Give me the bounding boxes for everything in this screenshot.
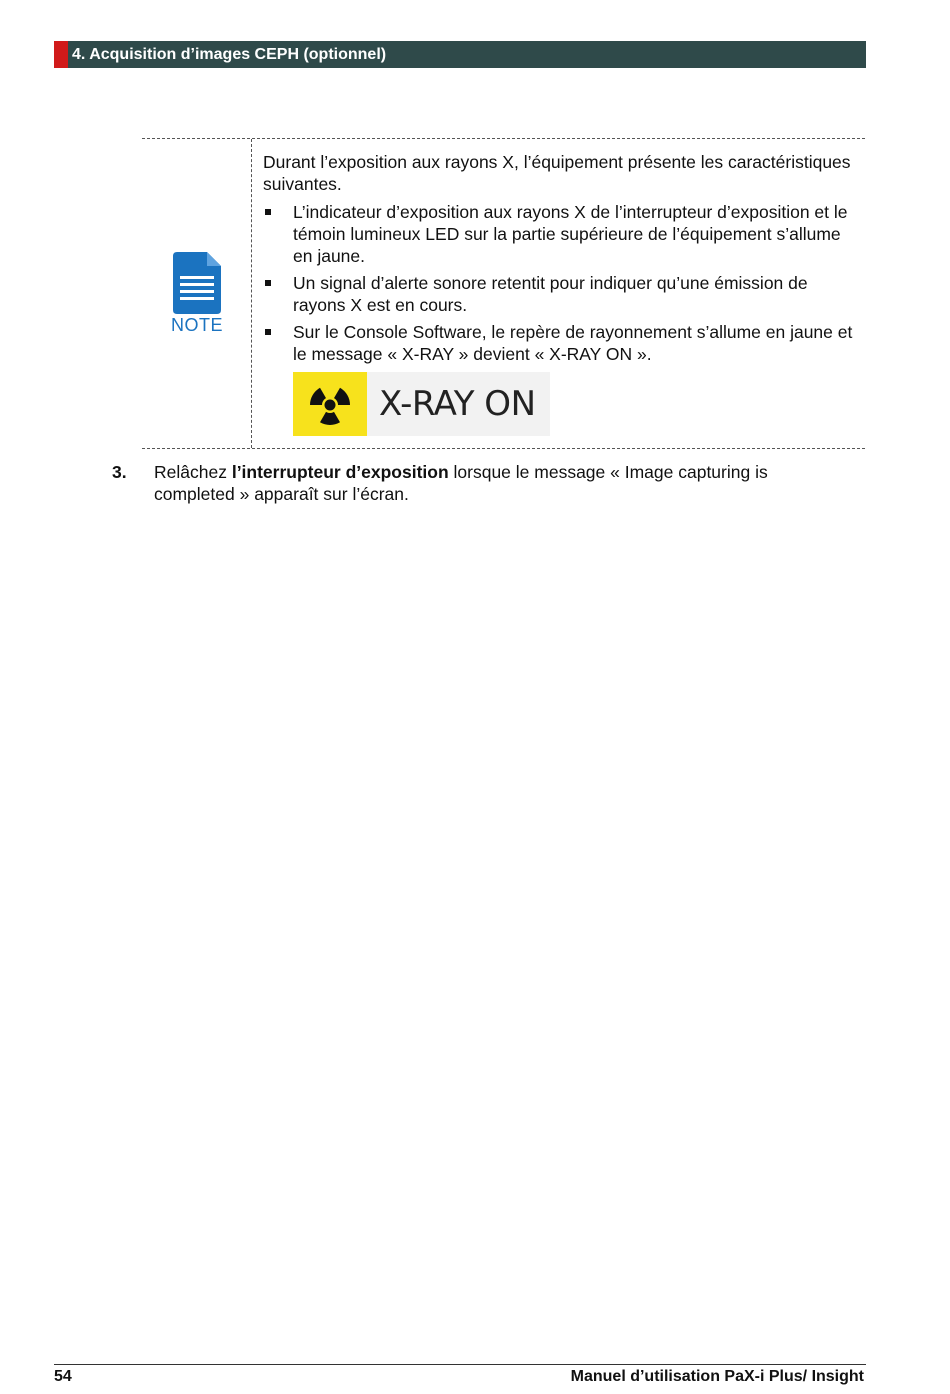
step-text-bold: l’interrupteur d’exposition <box>231 462 449 482</box>
note-content <box>263 151 859 370</box>
note-label: NOTE <box>170 315 223 335</box>
note-icon-column <box>142 139 252 448</box>
page-number: 54 <box>54 1368 72 1385</box>
manual-title: Manuel d’utilisation PaX-i Plus/ Insight <box>570 1368 864 1385</box>
footer-divider <box>54 1364 866 1365</box>
radiation-icon <box>293 372 367 436</box>
note-intro: Durant l’exposition aux rayons X, l’équipement présente les caractéristiques suivantes. <box>263 152 851 194</box>
radiation-symbol-svg <box>293 372 367 436</box>
note-bullet-list <box>263 201 859 365</box>
step-number: 3. <box>112 462 127 482</box>
note-document-icon <box>173 252 221 314</box>
step-3 <box>112 461 832 505</box>
section-title: 4. Acquisition d’images CEPH (optionnel) <box>72 45 387 63</box>
section-header <box>54 41 866 68</box>
note-box <box>142 138 865 449</box>
xray-on-text: X-RAY ON <box>379 384 536 424</box>
step-text <box>154 461 832 505</box>
list-item: L’indicateur d’exposition aux rayons X de l’interrupteur d’exposition et le témoin lumineux LED sur la partie supérieure de l’équipement s’allume en jaune. <box>263 201 859 267</box>
xray-on-indicator-image <box>293 372 550 436</box>
list-item: Sur le Console Software, le repère de rayonnement s’allume en jaune et le message « X-RAY » devient « X-RAY ON ». <box>263 321 859 365</box>
header-accent <box>54 41 68 68</box>
step-text-before: Relâchez <box>154 462 232 482</box>
step-text-after: lorsque le message « Image capturing is completed » apparaît sur l’écran. <box>154 462 768 504</box>
list-item: Un signal d’alerte sonore retentit pour indiquer qu’une émission de rayons X est en cours. <box>263 272 859 316</box>
